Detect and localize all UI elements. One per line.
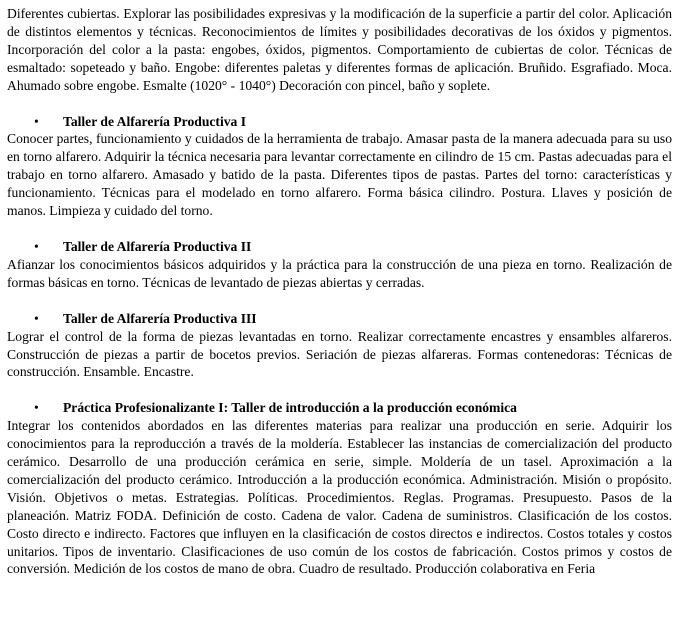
section-heading: [7, 310, 672, 328]
section-heading: [7, 399, 672, 417]
section-body: Conocer partes, funcionamiento y cuidados de la herramienta de trabajo. Amasar pasta de la manera adecuada para su uso en torno alfarero. Adquirir la técnica necesaria para levantar correctamente en cilindro de 15 cm. Pastas adecuadas para el trabajo en torno alfarero. Amasado y batido de la pasta. Diferentes tipos de pastas. Partes del torno: características y funcionamiento. Técnicas para el modelado en torno alfarero. Forma básica cilindro. Postura. Llaves y posición de manos. Limpieza y cuidado del torno.: [7, 131, 672, 219]
bullet-icon: •: [34, 310, 39, 326]
section-body: Integrar los contenidos abordados en las diferentes materias para realizar una producción en serie. Adquirir los conocimientos para la reproducción a través de la moldería. Establecer las instancias de comercialización del producto cerámico. Desarrollo de una producción cerámica en serie, simple. Moldería de un tasel. Aproximación a la comercialización del producto cerámico. Introducción a la producción económica. Administración. Misión o propósito. Visión. Objetivos o metas. Estrategias. Políticas. Procedimientos. Reglas. Programas. Presupuesto. Pasos de la planeación. Matriz FODA. Definición de costo. Cadena de valor. Cadena de suministros. Clasificación de los costos. Costo directo e indirecto. Factores que influyen en la clasificación de costos directos e indirectos. Costos totales y costos unitarios. Tipos de inventario. Clasificaciones de uso común de los costos de fabricación. Costos primos y costos de conversión. Medición de los costos de mano de obra. Cuadro de resultado. Producción colaborativa en Feria: [7, 418, 672, 577]
intro-paragraph: Diferentes cubiertas. Explorar las posibilidades expresivas y la modificación de la superficie a partir del color. Aplicación de distintos elementos y técnicas. Reconocimientos de límites y posibilidades decorativas de los óxidos y pigmentos. Incorporación del color a la pasta: engobes, óxidos, pigmentos. Comportamiento de cubiertas de color. Técnicas de esmaltado: sopeteado y baño. Engobe: diferentes paletas y diferentes formas de aplicación. Bruñido. Esgrafiado. Moca. Ahumado sobre engobe. Esmalte (1020° - 1040°) Decoración con pincel, baño y soplete.: [7, 6, 672, 93]
bullet-icon: •: [34, 400, 39, 416]
section-title: Taller de Alfarería Productiva II: [63, 238, 252, 254]
section-practica-profesionalizante-1: [7, 399, 672, 578]
section-alfareria-productiva-3: [7, 310, 672, 382]
section-alfareria-productiva-2: [7, 238, 672, 292]
section-title: Práctica Profesionalizante I: Taller de introducción a la producción económica: [63, 400, 517, 416]
section-body: Afianzar los conocimientos básicos adquiridos y la práctica para la construcción de una pieza en torno. Realización de formas básicas en torno. Técnicas de levantado de piezas abiertas y cerradas.: [7, 256, 672, 290]
section-title: Taller de Alfarería Productiva I: [63, 113, 247, 129]
bullet-icon: •: [34, 238, 39, 254]
document-page: [7, 5, 672, 578]
section-heading: [7, 238, 672, 256]
section-alfareria-productiva-1: [7, 113, 672, 220]
bullet-icon: •: [34, 113, 39, 129]
section-title: Taller de Alfarería Productiva III: [63, 310, 257, 326]
section-body: Lograr el control de la forma de piezas levantadas en torno. Realizar correctamente encastres y ensambles alfareros. Construcción de piezas a partir de bocetos previos. Seriación de piezas alfareras. Formas contenedoras: Técnicas de construcción. Ensamble. Encastre.: [7, 328, 672, 380]
section-heading: [7, 113, 672, 131]
